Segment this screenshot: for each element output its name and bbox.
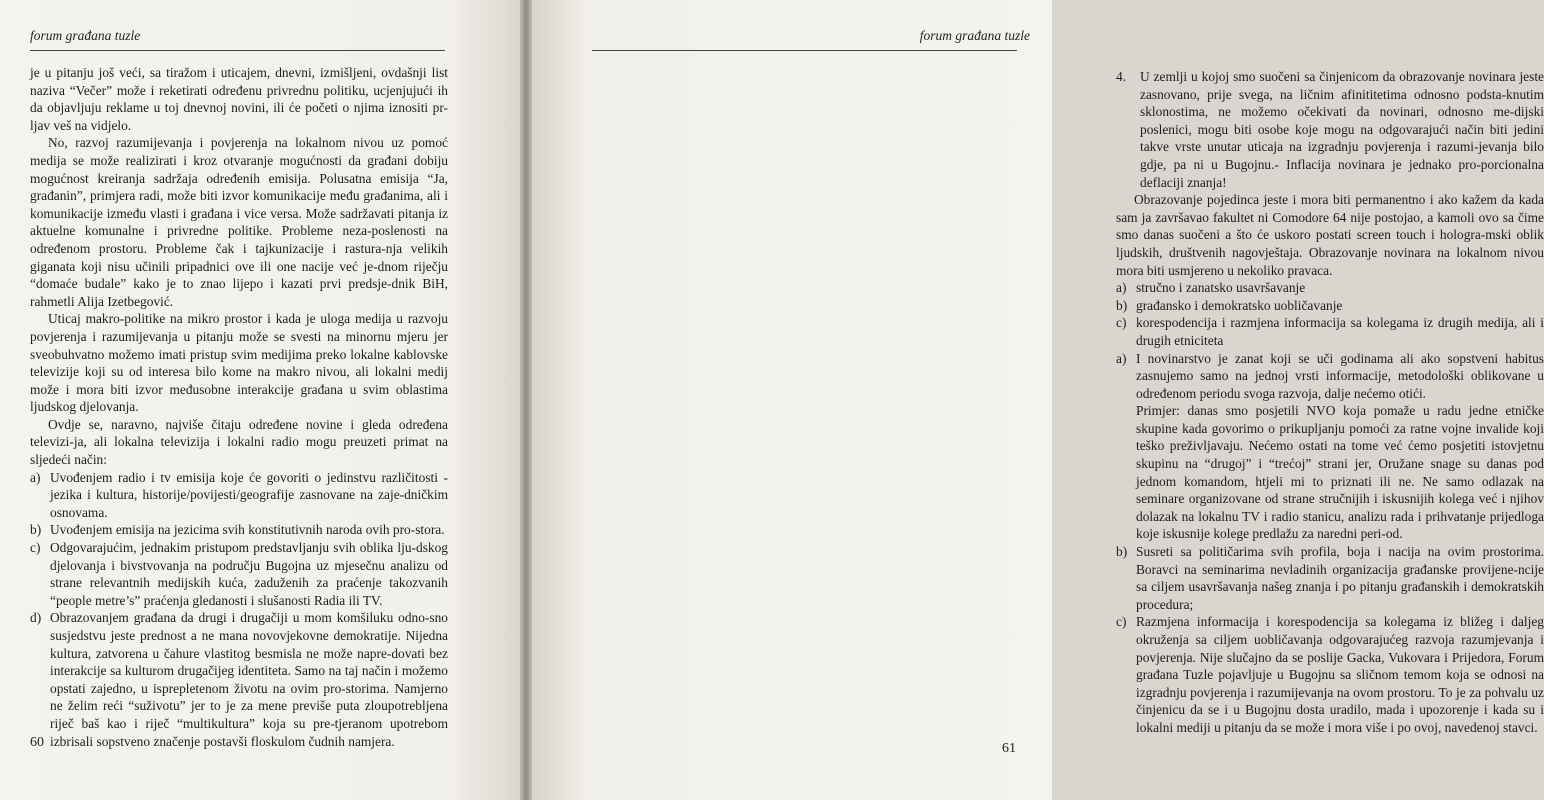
list-item-text: Susreti sa političarima svih profila, boja i nacija na ovim prostorima. Boravci na seminarima nevladinih organizacija građanske provijene-ncije sa ciljem usavršavanja našeg znanja i po pitanju građanskih i demokratskih procedura; (1136, 544, 1544, 612)
right-page-text (1116, 68, 1544, 737)
paragraph: je u pitanju još veći, sa tiražom i uticajem, dnevni, izmišljeni, ovdašnji list naziva “Večer” može i reketirati određenu privrednu politiku, ucjenjujući ih da objavljuju reklame u toj dnevnoj novini, ili će početi o njima iznositi pr-ljav veš na vidjelo. (30, 65, 448, 133)
list-item-label: a) (30, 469, 41, 485)
right-page (526, 0, 1544, 800)
list-item-label: a) (1116, 350, 1127, 366)
running-header-right: forum građana tuzle (919, 28, 1030, 43)
list-item (1116, 279, 1544, 297)
list-item (30, 609, 448, 750)
list-item-label: d) (30, 610, 42, 626)
list-item (1116, 613, 1544, 736)
page-number-left: 60 (30, 735, 44, 750)
list-item-text: stručno i zanatsko usavršavanje (1136, 280, 1306, 296)
paragraph: Obrazovanje pojedinca jeste i mora biti permanentno i ako kažem da kada sam ja završavao fakultet ni Comodore 64 nije postojao, a kamoli ovo sa čime smo danas suočeni a što će uskoro postati screen touch i hologra-mski oblik ljudskih, društvenih nagovještaja. Obrazovanje novinara na lokalnom nivou mora biti usmjereno u nekoliko pravaca. (1116, 192, 1544, 278)
list-item (1116, 543, 1544, 613)
running-header-left: forum građana tuzle (30, 28, 141, 43)
list-item (1116, 350, 1544, 544)
left-page (0, 0, 526, 800)
list-item-example: Primjer: danas smo posjetili NVO koja pomaže u radu jedne etničke skupine kada govorimo o prikupljanju pomoći za ratne vojne invalide koji teško preživljavaju. Nećemo ostati na tome već ćemo posjetiti istovjetnu skupinu na “drugoj” i “trećoj” strani jer, Oružane snage su danas pod jednom komandom, htjeli mi to priznati ili ne. Ne samo odlazak na seminare organizovane od strane stručnijih i iskusnijih kolega već i njihov dolazak na lokalnu TV i radio stanicu, analizu rada i prihvatanje prijedloga koje iskusnije kolege predlažu za naredni peri-od. (1136, 403, 1544, 542)
list-item-text: korespodencija i razmjena informacija sa kolegama iz drugih medija, ali i drugih etniciteta (1136, 315, 1544, 348)
list-item (30, 469, 448, 522)
list-item-text: U zemlji u kojoj smo suočeni sa činjenicom da obrazovanje novinara jeste zasnovano, prije svega, na ličnim afinititetima odnosno podsta-knutim sklonostima, ne možemo očekivati da novinari, odnosno me-dijski poslenici, mogu biti osobe koje mogu na odgovarajući način biti jedini takve vrste unutar uticaja na izgradnju povjerenja i razumi-jevanja bilo gdje, pa ni u Bugojnu.- Inflacija novinara je jednako pro-porcionalna deflaciji znanja! (1140, 69, 1544, 190)
list-item-text: Razmjena informacija i korespodencija sa kolegama iz bližeg i daljeg okruženja sa ciljem uobličavanja odgovarajućeg razvoja razumjevanja i povjerenja. Nije slučajno da se poslije Gacka, Vukovara i Prijedora, Forum građana Tuzle pojavljuje u Bugojnu sa sličnom temom koja se odnosi na izgradnju povjerenja i razumijevanja na ovom prostoru. To je za pohvalu uz činjenicu da se i u Bugojnu dosta uradilo, mada i upozorenje i kada su i lokalni mediji u pitanju da se može i mora više i po ovoj, navedenoj stavci. (1136, 614, 1544, 735)
book-gutter (520, 0, 532, 800)
list-item-label: a) (1116, 280, 1127, 296)
list-item-label: c) (30, 540, 41, 556)
list-item-main: I novinarstvo je zanat koji se uči godinama ali ako sopstveni habitus zasnujemo samo na jednoj vrsti informacije, metodološki oblikovane u određenom periodu svoga razvoja, dalje nećemo otići. (1136, 350, 1544, 401)
left-page-text (30, 64, 448, 750)
list-item-label: 4. (1116, 69, 1127, 84)
list-item-label: b) (30, 522, 42, 538)
paragraph: Uticaj makro-politike na mikro prostor i kada je uloga medija u razvoju povjerenja i razumijevanja u pitanju može se svesti na minornu mjeru jer sveobuhvatno možemo imati pristup svim medijima preko lokalne kablovske televizije koji su od interesa bilo kome na makro nivou, ali lokalni medij može i mora biti izvor međusobne interakcije građana u svim oblastima ljudskog djelovanja. (30, 311, 448, 415)
list-item (30, 521, 448, 539)
list-item (1116, 314, 1544, 349)
list-item-text: Obrazovanjem građana da drugi i drugačiji u mom komšiluku odno-sno susjedstvu jeste prednost a ne mana novovjekovne demokratije. Nijedna kultura, zatvorena u čahure vlastitog besmisla ne može napre-dovati bez interakcije sa kulturom drugačijeg identiteta. Samo na taj način i možemo opstati zajedno, u isprepletenom životu na ovim pro-storima. Namjerno ne želim reći “suživotu” jer to je za mene previše puta zloupotrebljena riječ baš kao i riječ “multikultura” koja su pre-tjeranom upotrebom izbrisali sopstveno značenje postavši floskulom čudnih namjera. (50, 610, 448, 749)
list-item-label: b) (1116, 544, 1128, 560)
list-item (30, 539, 448, 609)
paragraph: No, razvoj razumijevanja i povjerenja na lokalnom nivou uz pomoć medija se može realizirati i kroz otvaranje mogućnosti da građani dobiju mogućnost kreiranja sadržaja određenih emisija. Polusatna emisija “Ja, građanin”, primjera radi, može biti izvor komunikacije među građanima, ali i komunikacije između vlasti i građana i vice versa. Može sadržavati pitanja iz aktuelne komunalne i privredne politike. Probleme neza-poslenosti na određenom prostoru. Probleme čak i tajkunizacije i rastura-nja velikih giganata koji nisu učinili pripadnici ove ili one nacije već je-dnom riječju “domaće budale” kako je to znao lijepo i kazati prvi predsje-dnik BiH, rahmetli Alija Izetbegović. (30, 135, 448, 309)
page-number-right: 61 (1002, 741, 1016, 756)
list-item-label: c) (1116, 315, 1127, 331)
list-item-label: c) (1116, 614, 1127, 630)
list-item-text: Odgovarajućim, jednakim pristupom predstavljanju svih oblika lju-dskog djelovanja i bivstvovanja na području Bugojna uz mjesečnu analizu od strane relevantnih medijskih kuća, zaduženih za praćenje takozvanih “people metre’s” praćenja gledanosti i slušanosti Radia ili TV. (50, 540, 448, 608)
list-item (1116, 297, 1544, 315)
list-item-text (1136, 350, 1544, 544)
list-item-text: Uvođenjem radio i tv emisija koje će govoriti o jedinstvu različitosti - jezika i kultura, historije/povijesti/geografije zasnovane na zaje-dničkim osnovama. (50, 469, 448, 520)
paragraph: Ovdje se, naravno, najviše čitaju određene novine i gleda određena televizi-ja, ali lokalna televizija i lokalni radio mogu preuzeti primat na sljedeći način: (30, 416, 448, 468)
header-rule-left (30, 50, 445, 51)
list-item-label: b) (1116, 297, 1128, 313)
list-item-text: građansko i demokratsko uobličavanje (1136, 297, 1343, 313)
numbered-item (1116, 68, 1544, 191)
list-item-text: Uvođenjem emisija na jezicima svih konstitutivnih naroda ovih pro-stora. (50, 522, 445, 538)
header-rule-right (592, 50, 1017, 51)
